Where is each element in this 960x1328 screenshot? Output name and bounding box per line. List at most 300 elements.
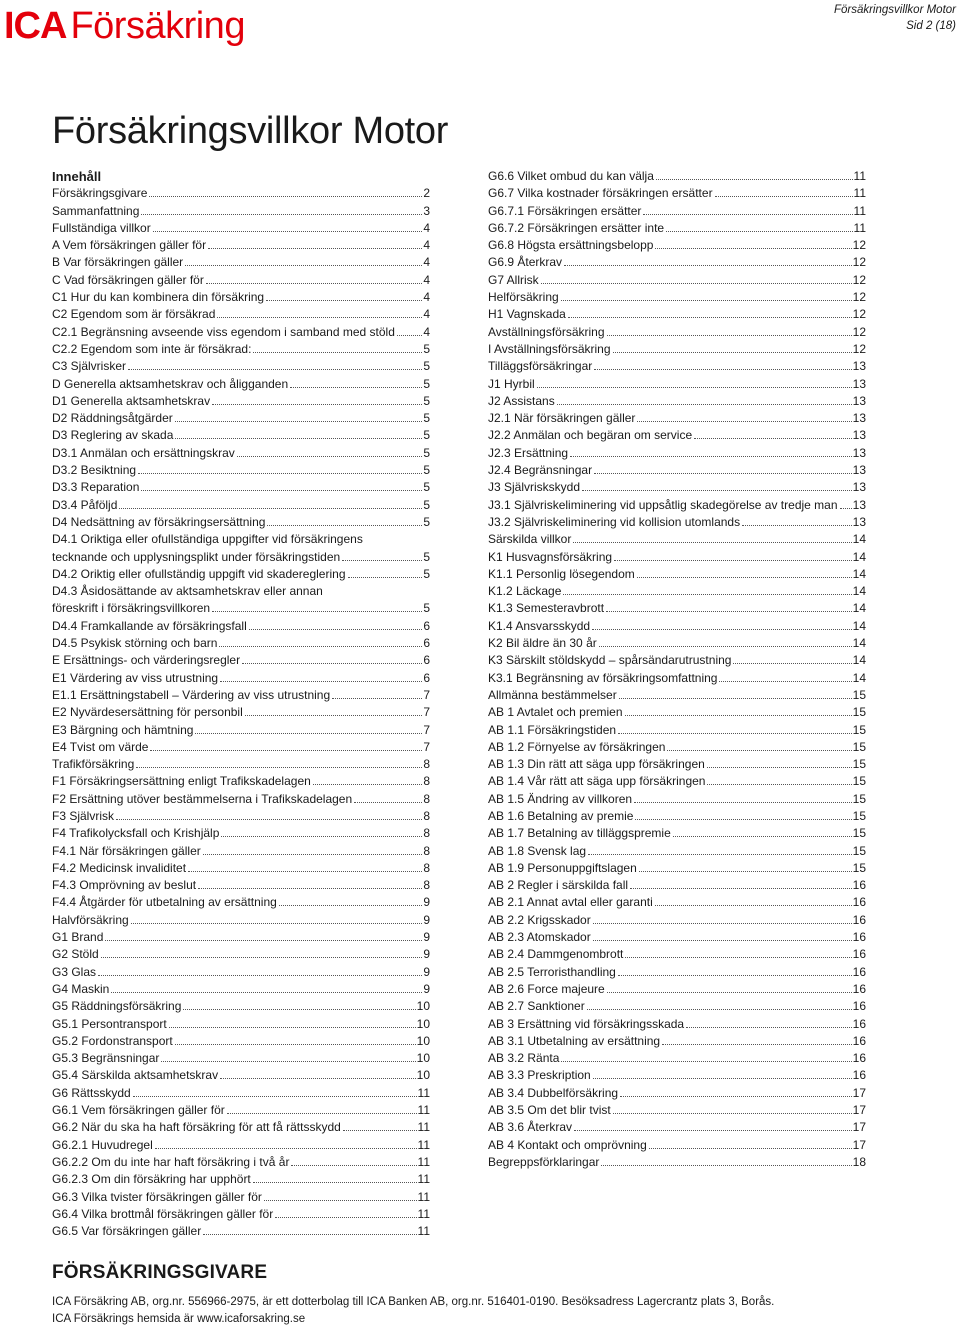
toc-entry-page: 16 (852, 1016, 866, 1031)
dot-leader (620, 1096, 852, 1097)
dot-leader (291, 1165, 416, 1166)
toc-entry-page: 4 (423, 307, 430, 322)
toc-entry[interactable] (488, 704, 866, 721)
toc-entry[interactable] (488, 445, 866, 462)
toc-entry[interactable] (52, 1050, 430, 1067)
toc-entry-page: 16 (852, 999, 866, 1014)
toc-entry[interactable] (52, 877, 430, 894)
toc-entry[interactable] (488, 687, 866, 704)
toc-entry[interactable] (488, 964, 866, 981)
toc-entry[interactable] (52, 566, 430, 583)
toc-entry[interactable] (52, 843, 430, 860)
toc-entry[interactable] (488, 618, 866, 635)
dot-leader (212, 404, 422, 405)
dot-leader (594, 369, 851, 370)
toc-entry[interactable] (52, 1154, 430, 1171)
dot-leader (313, 784, 423, 785)
toc-entry-page: 11 (853, 203, 866, 218)
toc-right-column (488, 168, 866, 1171)
toc-entry[interactable] (488, 324, 866, 341)
toc-entry-page: 9 (423, 947, 430, 962)
dot-leader (183, 1009, 415, 1010)
toc-entry[interactable] (488, 272, 866, 289)
toc-entry-title: Helförsäkring (488, 290, 559, 305)
toc-entry[interactable] (52, 445, 430, 462)
dot-leader (245, 715, 423, 716)
toc-entry-title: C Vad försäkringen gäller för (52, 272, 204, 287)
toc-entry-page: 8 (423, 826, 430, 841)
toc-entry-title: AB 2.5 Terroristhandling (488, 964, 616, 979)
toc-entry[interactable] (488, 358, 866, 375)
toc-entry-page: 16 (852, 1033, 866, 1048)
toc-entry-title: AB 1.2 Förnyelse av försäkringen (488, 739, 666, 754)
toc-entry-page: 15 (852, 826, 866, 841)
toc-entry[interactable] (488, 860, 866, 877)
dot-leader (613, 352, 852, 353)
dot-leader (673, 836, 852, 837)
toc-entry-title: AB 3.4 Dubbelförsäkring (488, 1085, 619, 1100)
toc-entry[interactable] (488, 1016, 866, 1033)
toc-entry-title: G6.2.2 Om du inte har haft försäkring i två år (52, 1154, 290, 1169)
toc-entry[interactable] (488, 168, 866, 185)
toc-entry-title: G2 Stöld (52, 947, 99, 962)
dot-leader (574, 1130, 852, 1131)
toc-entry-title: E1.1 Ersättningstabell – Värdering av viss utrustning (52, 687, 331, 702)
toc-entry[interactable] (488, 583, 866, 600)
toc-entry[interactable] (488, 791, 866, 808)
toc-entry-title: C3 Självrisker (52, 359, 127, 374)
toc-entry[interactable] (488, 427, 866, 444)
toc-entry[interactable] (52, 1206, 430, 1223)
toc-entry-page: 14 (852, 670, 866, 685)
dot-leader (253, 352, 422, 353)
toc-entry-title: D3.4 Påföljd (52, 497, 118, 512)
toc-entry[interactable] (52, 358, 430, 375)
toc-entry-page: 6 (423, 636, 430, 651)
toc-entry-page: 15 (852, 722, 866, 737)
toc-entry[interactable] (52, 825, 430, 842)
toc-entry-title: AB 1.5 Ändring av villkoren (488, 791, 633, 806)
toc-entry-page: 4 (423, 272, 430, 287)
toc-entry-title: D4.2 Oriktig eller ofullständig uppgift vid skadereglering (52, 566, 346, 581)
toc-entry[interactable] (52, 670, 430, 687)
toc-entry[interactable] (52, 531, 430, 566)
toc-entry[interactable] (52, 1016, 430, 1033)
toc-entry[interactable] (488, 670, 866, 687)
toc-entry[interactable] (488, 635, 866, 652)
toc-entry-page: 12 (852, 255, 866, 270)
toc-entry-title: G6 Rättsskydd (52, 1085, 131, 1100)
dot-leader (153, 231, 423, 232)
toc-entry-title: AB 2.2 Krigsskador (488, 912, 591, 927)
dot-leader (212, 611, 422, 612)
toc-entry-title: D4 Nedsättning av försäkringsersättning (52, 514, 266, 529)
toc-entry-title: AB 1.8 Svensk lag (488, 843, 587, 858)
toc-entry-page: 14 (852, 549, 866, 564)
toc-entry[interactable] (52, 791, 430, 808)
dot-leader (635, 819, 851, 820)
toc-entry[interactable] (52, 341, 430, 358)
dot-leader (643, 214, 852, 215)
toc-entry-title-cont: föreskrift i försäkringsvillkoren (52, 601, 211, 616)
toc-entry[interactable] (488, 289, 866, 306)
toc-entry[interactable] (52, 618, 430, 635)
dot-leader (601, 1165, 851, 1166)
toc-entry[interactable] (52, 376, 430, 393)
toc-entry[interactable] (488, 1119, 866, 1136)
toc-entry-page: 14 (852, 566, 866, 581)
dot-leader (561, 1061, 851, 1062)
toc-entry[interactable] (488, 998, 866, 1015)
toc-entry-title: D Generella aktsamhetskrav och åligganden (52, 376, 289, 391)
toc-entry[interactable] (52, 946, 430, 963)
dot-leader (217, 317, 422, 318)
toc-entry[interactable] (488, 1102, 866, 1119)
toc-entry-page: 10 (416, 1051, 430, 1066)
toc-entry-title: G3 Glas (52, 964, 97, 979)
dot-leader (707, 767, 852, 768)
toc-entry[interactable] (52, 410, 430, 427)
toc-entry-page: 16 (852, 895, 866, 910)
toc-entry-title: AB 1.4 Vår rätt att säga upp försäkringen (488, 774, 706, 789)
toc-entry-page: 11 (417, 1206, 430, 1221)
toc-entry-title: G6.7.1 Försäkringen ersätter (488, 203, 642, 218)
toc-entry[interactable] (52, 427, 430, 444)
toc-entry-title: D3 Reglering av skada (52, 428, 174, 443)
toc-entry[interactable] (488, 1033, 866, 1050)
toc-entry-page: 12 (852, 341, 866, 356)
toc-entry[interactable] (488, 722, 866, 739)
toc-entry-page: 8 (423, 878, 430, 893)
toc-entry[interactable] (488, 185, 866, 202)
toc-entry[interactable] (488, 410, 866, 427)
toc-entry-page: 7 (423, 722, 430, 737)
toc-entry-title: F4.3 Omprövning av beslut (52, 878, 197, 893)
toc-entry-page: 9 (423, 981, 430, 996)
dot-leader (221, 836, 422, 837)
toc-entry[interactable] (488, 739, 866, 756)
toc-entry[interactable] (52, 894, 430, 911)
toc-entry[interactable] (488, 220, 866, 237)
toc-entry-page: 17 (852, 1120, 866, 1135)
toc-entry-title: K3.1 Begränsning av försäkringsomfattning (488, 670, 718, 685)
toc-entry-title: G6.8 Högsta ersättningsbelopp (488, 238, 654, 253)
toc-entry[interactable] (488, 756, 866, 773)
dot-leader (599, 646, 852, 647)
dot-leader (220, 681, 422, 682)
toc-entry[interactable] (488, 946, 866, 963)
dot-leader (169, 1027, 416, 1028)
toc-entry-page: 16 (852, 1051, 866, 1066)
footer-line-company: ICA Försäkring AB, org.nr. 556966-2975, är ett dotterbolag till ICA Banken AB, org.nr. 516401-0190. Besöksadress Lagercrantz plats 3, Borås. (52, 1296, 775, 1308)
toc-entry[interactable] (488, 306, 866, 323)
toc-entry-title: D4.1 Oriktiga eller ofullständiga uppgifter vid försäkringens (52, 532, 363, 547)
toc-entry-title: Avställningsförsäkring (488, 324, 605, 339)
toc-entry-title: E4 Tvist om värde (52, 739, 149, 754)
toc-entry-title: F4.4 Åtgärder för utbetalning av ersättning (52, 895, 277, 910)
toc-entry-page: 6 (423, 670, 430, 685)
toc-entry-page: 11 (417, 1085, 430, 1100)
toc-entry-page: 16 (852, 947, 866, 962)
dot-leader (128, 369, 422, 370)
toc-entry[interactable] (52, 1119, 430, 1136)
dot-leader (242, 663, 422, 664)
toc-entry[interactable] (488, 912, 866, 929)
toc-entry-page: 5 (423, 428, 430, 443)
toc-entry[interactable] (488, 1085, 866, 1102)
toc-entry-page: 5 (423, 359, 430, 374)
toc-entry-page: 10 (416, 1033, 430, 1048)
dot-leader (637, 577, 852, 578)
dot-leader (662, 1044, 852, 1045)
toc-entry[interactable] (488, 773, 866, 790)
toc-entry-page: 5 (423, 393, 430, 408)
toc-entry-title: F4.2 Medicinsk invaliditet (52, 860, 187, 875)
toc-entry[interactable] (52, 756, 430, 773)
toc-entry[interactable] (488, 1137, 866, 1154)
toc-entry-title: G6.7.2 Försäkringen ersätter inte (488, 220, 665, 235)
toc-entry-page: 16 (852, 912, 866, 927)
toc-entry-page: 5 (423, 411, 430, 426)
toc-entry-title: G6.2 När du ska ha haft försäkring för att få rättsskydd (52, 1120, 341, 1135)
dot-leader (208, 248, 422, 249)
dot-leader (150, 750, 422, 751)
logo-forsakring: Försäkring (70, 5, 245, 47)
toc-entry[interactable] (488, 497, 866, 514)
toc-entry[interactable] (52, 272, 430, 289)
toc-entry[interactable] (52, 1085, 430, 1102)
dot-leader (593, 923, 852, 924)
toc-entry[interactable] (52, 722, 430, 739)
toc-entry-title: Sammanfattning (52, 203, 140, 218)
toc-entry[interactable] (52, 652, 430, 669)
toc-entry-page: 15 (852, 739, 866, 754)
toc-entry-page: 8 (423, 808, 430, 823)
toc-entry[interactable] (488, 825, 866, 842)
toc-entry-page: 14 (852, 601, 866, 616)
toc-entry-page: 16 (852, 878, 866, 893)
toc-entry-title: J1 Hyrbil (488, 376, 535, 391)
toc-entry-page: 12 (852, 307, 866, 322)
toc-entry-title: J2 Assistans (488, 393, 555, 408)
dot-leader (715, 196, 853, 197)
dot-leader (618, 733, 852, 734)
toc-entry[interactable] (488, 203, 866, 220)
toc-entry-title: Fullständiga villkor (52, 220, 151, 235)
toc-entry[interactable] (488, 877, 866, 894)
toc-entry-title: G1 Brand (52, 930, 104, 945)
toc-entry-title: C1 Hur du kan kombinera din försäkring (52, 290, 265, 305)
toc-entry-page: 5 (423, 566, 430, 581)
toc-entry-title: AB 2 Regler i särskilda fall (488, 878, 629, 893)
dot-leader (348, 577, 423, 578)
dot-leader (557, 404, 852, 405)
toc-entry[interactable] (52, 1033, 430, 1050)
toc-entry-page: 13 (852, 445, 866, 460)
toc-entry-page: 15 (852, 791, 866, 806)
toc-entry-page: 11 (417, 1137, 430, 1152)
dot-leader (185, 265, 422, 266)
toc-entry[interactable] (52, 583, 430, 618)
toc-entry[interactable] (488, 462, 866, 479)
toc-entry[interactable] (488, 254, 866, 271)
toc-entry[interactable] (52, 929, 430, 946)
toc-entry[interactable] (52, 203, 430, 220)
toc-entry-page: 14 (852, 618, 866, 633)
toc-entry[interactable] (488, 1050, 866, 1067)
toc-entry[interactable] (52, 479, 430, 496)
toc-entry-page: 13 (852, 428, 866, 443)
toc-entry-title: J2.3 Ersättning (488, 445, 569, 460)
toc-entry[interactable] (488, 843, 866, 860)
toc-entry-page: 12 (852, 324, 866, 339)
dot-leader (570, 456, 852, 457)
toc-entry-title: AB 2.6 Force majeure (488, 981, 605, 996)
toc-entry[interactable] (52, 497, 430, 514)
toc-entry-page: 12 (852, 290, 866, 305)
toc-entry-page: 7 (423, 739, 430, 754)
toc-entry-page: 14 (852, 653, 866, 668)
footer-line-website: ICA Försäkrings hemsida är www.icaforsakring.se (52, 1313, 306, 1325)
dot-leader (607, 992, 852, 993)
toc-entry[interactable] (488, 341, 866, 358)
toc-entry[interactable] (52, 393, 430, 410)
toc-entry[interactable] (52, 912, 430, 929)
toc-entry[interactable] (488, 600, 866, 617)
toc-entry[interactable] (488, 981, 866, 998)
toc-entry-page: 15 (852, 860, 866, 875)
toc-entry[interactable] (52, 220, 430, 237)
toc-entry[interactable] (488, 549, 866, 566)
toc-entry[interactable] (52, 462, 430, 479)
toc-entry[interactable] (52, 324, 430, 341)
dot-leader (593, 1078, 852, 1079)
toc-entry-page: 9 (423, 895, 430, 910)
toc-entry[interactable] (52, 1223, 430, 1240)
toc-entry-title: AB 2.7 Sanktioner (488, 999, 585, 1014)
toc-entry-title: D3.2 Besiktning (52, 463, 137, 478)
toc-entry-title: F3 Självrisk (52, 808, 115, 823)
toc-entry-page: 15 (852, 808, 866, 823)
toc-entry-title: K3 Särskilt stöldskydd – spårsändarutrustning (488, 653, 732, 668)
toc-entry[interactable] (52, 635, 430, 652)
toc-entry-page: 14 (852, 636, 866, 651)
toc-entry[interactable] (488, 566, 866, 583)
toc-entry[interactable] (52, 1102, 430, 1119)
dot-leader (219, 646, 422, 647)
dot-leader (133, 1096, 417, 1097)
dot-leader (573, 542, 851, 543)
toc-entry[interactable] (52, 1171, 430, 1188)
dot-leader (618, 975, 852, 976)
toc-entry[interactable] (488, 808, 866, 825)
toc-entry[interactable] (52, 998, 430, 1015)
dot-leader (175, 421, 423, 422)
page-number: Sid 2 (18) (906, 20, 956, 32)
toc-entry-title: E3 Bärgning och hämtning (52, 722, 194, 737)
dot-leader (568, 317, 852, 318)
toc-entry-page: 7 (423, 687, 430, 702)
dot-leader (266, 300, 422, 301)
toc-entry-page: 9 (423, 912, 430, 927)
toc-entry[interactable] (52, 964, 430, 981)
toc-entry-title: AB 1.7 Betalning av tilläggspremie (488, 826, 671, 841)
toc-entry-title: C2 Egendom som är försäkrad (52, 307, 216, 322)
dot-leader (564, 265, 852, 266)
dot-leader (607, 335, 852, 336)
toc-entry-page: 5 (423, 445, 430, 460)
toc-entry[interactable] (488, 514, 866, 531)
toc-entry[interactable] (488, 929, 866, 946)
dot-leader (656, 179, 853, 180)
toc-entry-page: 8 (423, 843, 430, 858)
toc-entry[interactable] (488, 531, 866, 548)
toc-entry[interactable] (52, 1189, 430, 1206)
toc-entry[interactable] (52, 739, 430, 756)
toc-entry[interactable] (52, 1067, 430, 1084)
toc-entry-page: 16 (852, 1068, 866, 1083)
toc-entry[interactable] (52, 808, 430, 825)
toc-entry-title: J3 Självriskskydd (488, 480, 581, 495)
toc-entry-page: 15 (852, 757, 866, 772)
toc-entry-page: 5 (423, 601, 430, 616)
toc-entry[interactable] (488, 1154, 866, 1171)
toc-entry[interactable] (488, 393, 866, 410)
dot-leader (686, 1027, 852, 1028)
toc-entry[interactable] (52, 860, 430, 877)
toc-entry[interactable] (488, 479, 866, 496)
toc-entry[interactable] (488, 652, 866, 669)
toc-entry-title: K1.3 Semesteravbrott (488, 601, 605, 616)
toc-entry[interactable] (52, 1137, 430, 1154)
dot-leader (275, 1217, 416, 1218)
toc-entry[interactable] (52, 981, 430, 998)
dot-leader (279, 905, 423, 906)
toc-entry-page: 5 (423, 549, 430, 564)
dot-leader (116, 819, 422, 820)
toc-entry-title: Halvförsäkring (52, 912, 129, 927)
dot-leader (227, 1113, 417, 1114)
toc-entry[interactable] (52, 704, 430, 721)
toc-entry[interactable] (488, 376, 866, 393)
dot-leader (733, 663, 851, 664)
toc-entry-page: 11 (417, 1120, 430, 1135)
toc-entry[interactable] (52, 514, 430, 531)
toc-entry[interactable] (52, 237, 430, 254)
toc-entry-page: 10 (416, 1068, 430, 1083)
toc-entry[interactable] (52, 306, 430, 323)
toc-entry-title: Särskilda villkor (488, 532, 572, 547)
dot-leader (606, 611, 852, 612)
dot-leader (537, 387, 852, 388)
toc-entry[interactable] (488, 237, 866, 254)
dot-leader (111, 992, 422, 993)
toc-entry-title: G6.1 Vem försäkringen gäller för (52, 1103, 225, 1118)
toc-entry[interactable] (488, 1067, 866, 1084)
dot-leader (541, 283, 852, 284)
toc-entry[interactable] (488, 894, 866, 911)
toc-entry-title: G6.3 Vilka tvister försäkringen gäller för (52, 1189, 262, 1204)
dot-leader (619, 698, 852, 699)
toc-entry[interactable] (52, 289, 430, 306)
toc-entry[interactable] (52, 773, 430, 790)
toc-entry[interactable] (52, 687, 430, 704)
toc-entry[interactable] (52, 254, 430, 271)
toc-entry-title: J2.1 När försäkringen gäller (488, 411, 636, 426)
footer-heading: FÖRSÄKRINGSGIVARE (52, 1262, 268, 1283)
dot-leader (840, 508, 852, 509)
toc-entry[interactable] (52, 185, 430, 202)
